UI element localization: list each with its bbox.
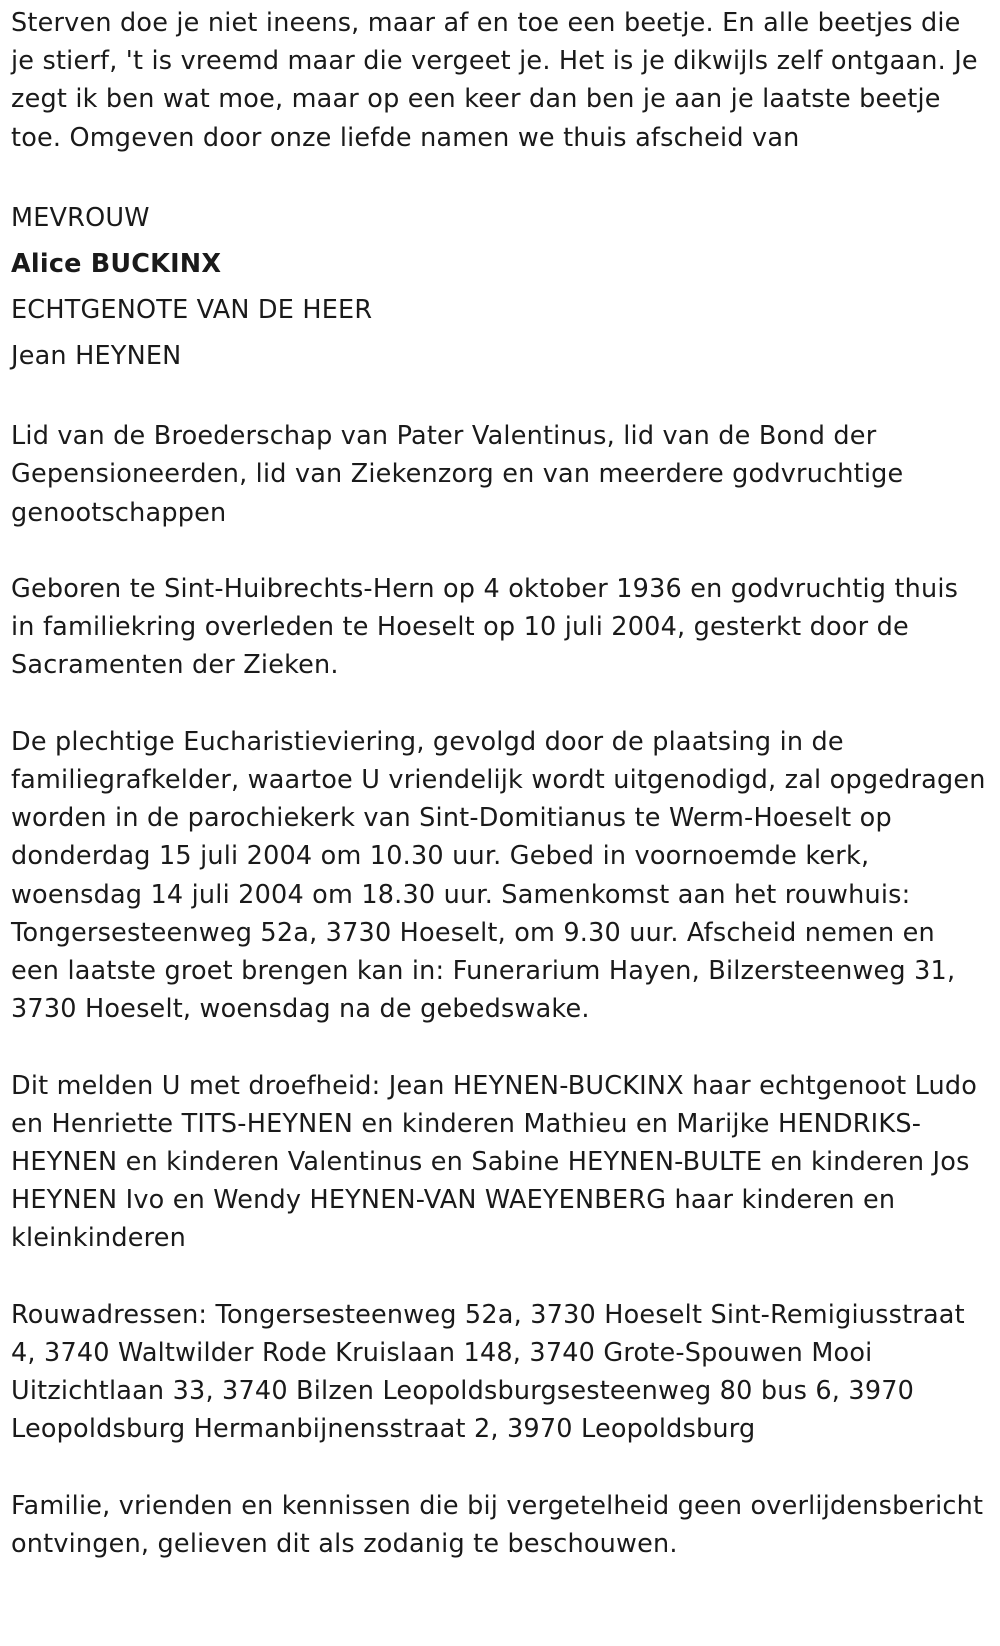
- birth-death-paragraph: Geboren te Sint-Huibrechts-Hern op 4 oktober 1936 en godvruchtig thuis in familiekring overleden te Hoeselt op 10 juli 2004, gesterkt door de Sacramenten der Zieken.: [11, 573, 959, 681]
- deceased-name: Alice BUCKINX: [11, 249, 222, 279]
- spouse-name: Jean HEYNEN: [11, 341, 182, 371]
- addresses-paragraph: Rouwadressen: Tongersesteenweg 52a, 3730 Hoeselt Sint-Remigiusstraat 4, 3740 Waltwilder Rode Kruislaan 148, 3740 Grote-Spouwen Mooi Uitzichtlaan 33, 3740 Bilzen Leopoldsburgsesteenweg 80 bus 6, 3970 Leopoldsburg Hermanbijnensstraat 2, 3970 Leopoldsburg: [11, 1299, 965, 1445]
- name-block: [11, 195, 990, 379]
- ceremony-paragraph: De plechtige Eucharistieviering, gevolgd door de plaatsing in de familiegrafkelder, waartoe U vriendelijk wordt uitgenodigd, zal opgedragen worden in de parochiekerk van Sint-Domitianus te Werm-Hoeselt op donderdag 15 juli 2004 om 10.30 uur. Gebed in voornoemde kerk, woensdag 14 juli 2004 om 18.30 uur. Samenkomst aan het rouwhuis: Tongersesteenweg 52a, 3730 Hoeselt, om 9.30 uur. Afscheid nemen en een laatste groet brengen kan in: Funerarium Hayen, Bilzersteenweg 31, 3730 Hoeselt, woensdag na de gebedswake.: [11, 726, 986, 1025]
- intro-poem: Sterven doe je niet ineens, maar af en toe een beetje. En alle beetjes die je stierf, 't is vreemd maar die vergeet je. Het is je dikwijls zelf ontgaan. Je zegt ik ben wat moe, maar op een keer dan ben je aan je laatste beetje toe. Omgeven door onze liefde namen we thuis afscheid van: [11, 8, 978, 153]
- title-prefix: MEVROUW: [11, 203, 150, 233]
- closing-paragraph: Familie, vrienden en kennissen die bij vergetelheid geen overlijdensbericht ontvingen, gelieven dit als zodanig te beschouwen.: [11, 1490, 984, 1559]
- spouse-label: ECHTGENOTE VAN DE HEER: [11, 295, 373, 325]
- memberships-paragraph: Lid van de Broederschap van Pater Valentinus, lid van de Bond der Gepensioneerden, lid van Ziekenzorg en van meerdere godvruchtige genootschappen: [11, 421, 904, 528]
- announcers-paragraph: Dit melden U met droefheid: Jean HEYNEN-BUCKINX haar echtgenoot Ludo en Henriette TITS-HEYNEN en kinderen Mathieu en Marijke HENDRIKS-HEYNEN en kinderen Valentinus en Sabine HEYNEN-BULTE en kinderen Jos HEYNEN Ivo en Wendy HEYNEN-VAN WAEYENBERG haar kinderen en kleinkinderen: [11, 1070, 978, 1254]
